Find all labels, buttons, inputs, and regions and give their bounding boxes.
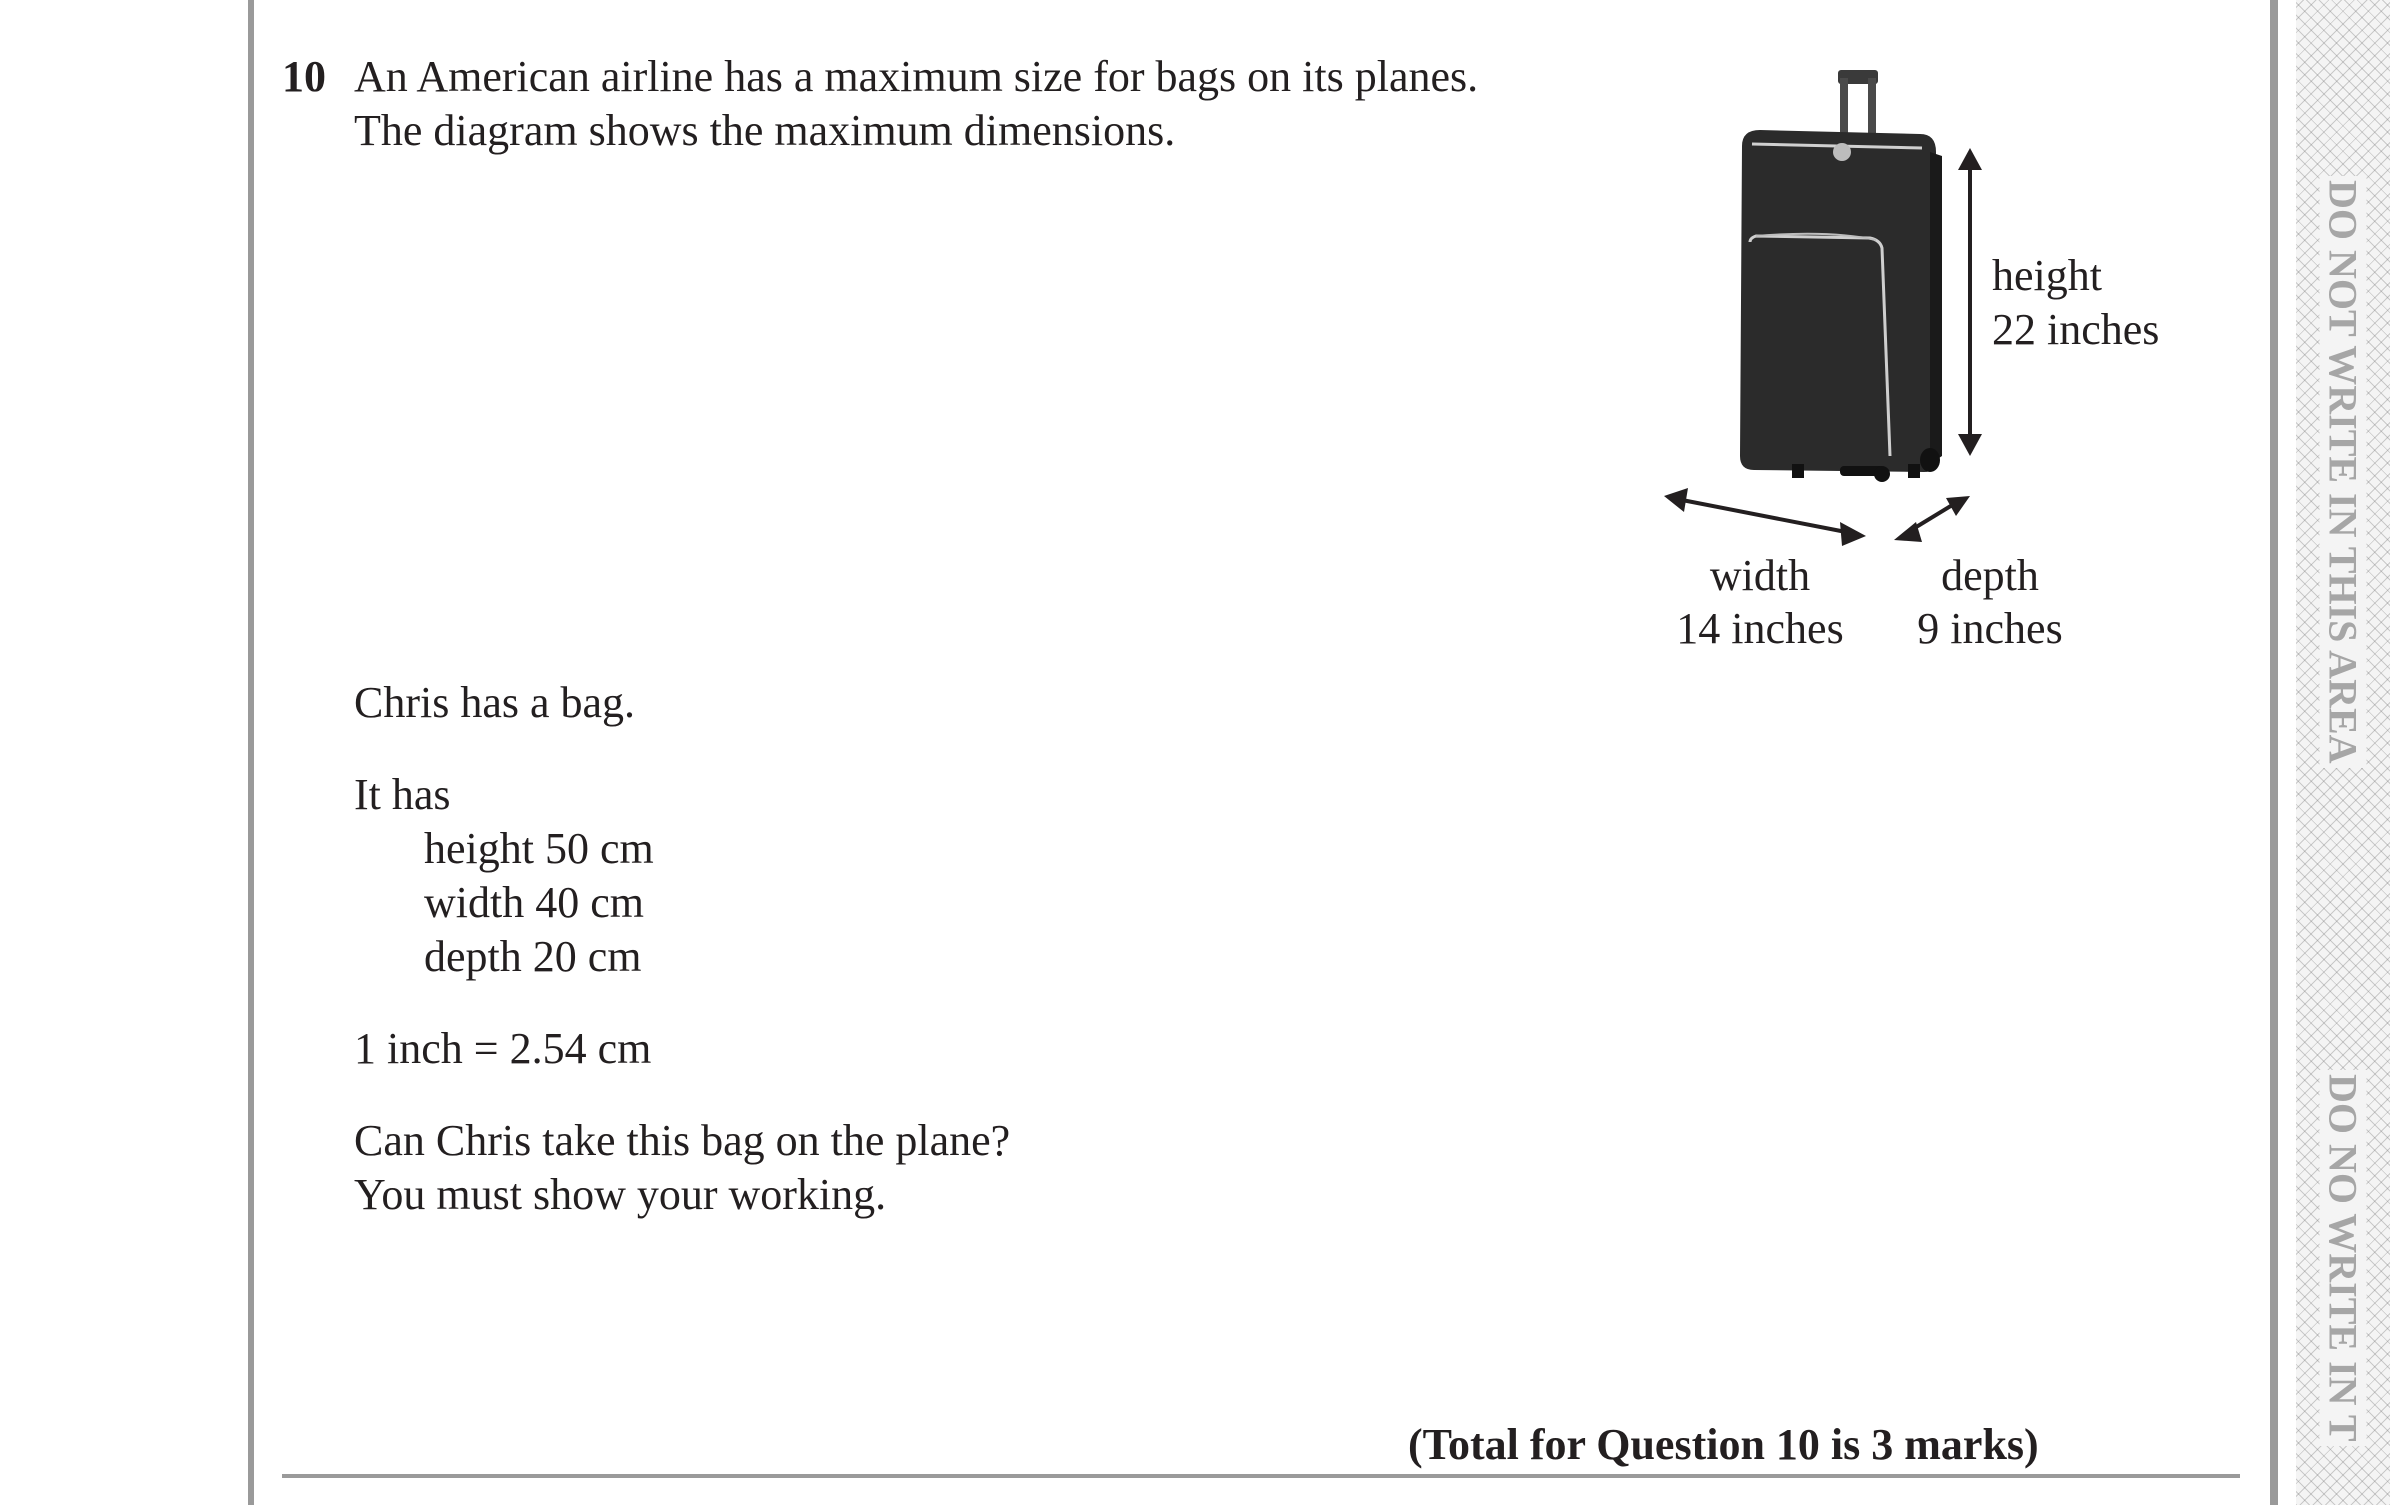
total-marks: (Total for Question 10 is 3 marks) [1408, 1420, 2039, 1469]
prompt-line-1: Can Chris take this bag on the plane? [354, 1116, 1011, 1165]
conversion-line: 1 inch = 2.54 cm [354, 1024, 652, 1073]
answer-rule [282, 1474, 2240, 1478]
margin-bar [2270, 0, 2278, 1505]
bag-width: width 40 cm [424, 878, 644, 927]
height-label: height [1992, 251, 2102, 300]
margin-warning-1: DO NOT WRITE IN THIS AREA [2320, 176, 2367, 768]
depth-arrow [1894, 496, 1970, 542]
intro-line-1: An American airline has a maximum size for bags on its planes. [354, 52, 1479, 101]
height-arrow [1958, 148, 1982, 456]
width-label: width [1709, 551, 1811, 600]
width-arrow [1664, 488, 1866, 546]
depth-value: 9 inches [1917, 604, 2063, 653]
bag-depth: depth 20 cm [424, 932, 642, 981]
height-value: 22 inches [1992, 305, 2160, 354]
prompt-line-2: You must show your working. [354, 1170, 887, 1219]
it-has-line: It has [354, 770, 451, 819]
intro-line-2: The diagram shows the maximum dimensions. [354, 106, 1176, 155]
depth-label: depth [1941, 551, 2039, 600]
do-not-write-margin [2296, 0, 2390, 1505]
suitcase-diagram [1630, 60, 2230, 653]
bag-height: height 50 cm [424, 824, 654, 873]
chris-line: Chris has a bag. [354, 678, 636, 727]
margin-warning-2: DO NO WRITE IN T [2320, 1070, 2367, 1446]
left-margin-rule [248, 0, 254, 1505]
width-value: 14 inches [1676, 604, 1844, 653]
question-number: 10 [282, 52, 326, 101]
